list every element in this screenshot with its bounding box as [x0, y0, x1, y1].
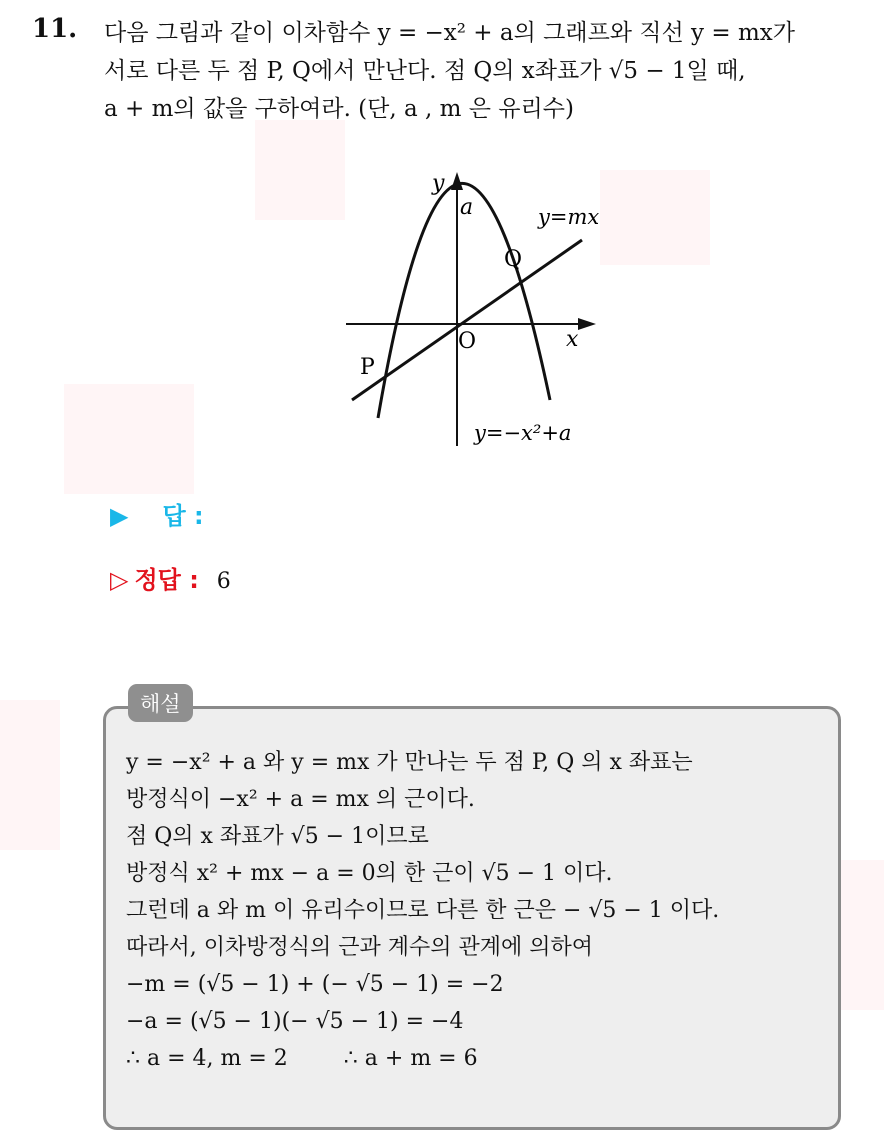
outline-arrow-icon: ▷ [110, 566, 129, 594]
conclusion-values: ∴ a = 4, m = 2 [126, 1046, 288, 1071]
problem-line-1: 다음 그림과 같이 이차함수 y = −x² + a의 그래프와 직선 y = mx가 [104, 20, 795, 46]
answer-row [110, 496, 204, 531]
solution-line: 점 Q의 x 좌표가 √5 − 1이므로 [126, 824, 429, 849]
origin-label: O [458, 329, 477, 354]
solution-text [126, 744, 826, 1077]
solution-line: 방정식이 −x² + a = mx 의 근이다. [126, 787, 475, 812]
point-q-label: Q [504, 247, 523, 272]
correct-answer-label: 정답 : [134, 566, 199, 594]
correct-answer-value: 6 [216, 569, 231, 594]
line-label: y=mx [538, 205, 600, 229]
solution-line: −m = (√5 − 1) + (− √5 − 1) = −2 [126, 972, 504, 997]
solution-conclusion [126, 1040, 826, 1077]
parabola-label: y=−x²+a [474, 421, 572, 445]
problem-line-3: a + m의 값을 구하여라. (단, a , m 은 유리수) [104, 96, 574, 122]
answer-label: 답 : [162, 502, 204, 530]
solution-line: −a = (√5 − 1)(− √5 − 1) = −4 [126, 1009, 464, 1034]
background-tint [0, 700, 60, 850]
correct-answer-row [110, 560, 231, 595]
x-axis-arrow-icon [578, 318, 596, 330]
line-y-mx [352, 240, 582, 400]
point-p-label: P [360, 355, 375, 380]
a-intercept-label: a [460, 195, 474, 220]
solution-tag: 해설 [128, 684, 193, 722]
background-tint [255, 120, 345, 220]
solution-line: 그런데 a 와 m 이 유리수이므로 다른 한 근은 − √5 − 1 이다. [126, 898, 720, 923]
x-axis-label: x [566, 327, 579, 352]
solution-line: 따라서, 이차방정식의 근과 계수의 관계에 의하여 [126, 935, 594, 960]
problem-line-2: 서로 다른 두 점 P, Q에서 만난다. 점 Q의 x좌표가 √5 − 1일 때, [104, 58, 746, 84]
background-tint [840, 860, 884, 1010]
problem-text [104, 14, 864, 128]
problem-number: 11. [32, 14, 78, 44]
solution-line: 방정식 x² + mx − a = 0의 한 근이 √5 − 1 이다. [126, 861, 613, 886]
conclusion-sum: ∴ a + m = 6 [343, 1046, 478, 1071]
solution-line: y = −x² + a 와 y = mx 가 만나는 두 점 P, Q 의 x 좌표는 [126, 750, 693, 775]
background-tint [64, 384, 194, 494]
y-axis-label: y [432, 171, 445, 196]
graph-figure [340, 168, 620, 454]
play-arrow-icon: ▶ [110, 502, 129, 530]
